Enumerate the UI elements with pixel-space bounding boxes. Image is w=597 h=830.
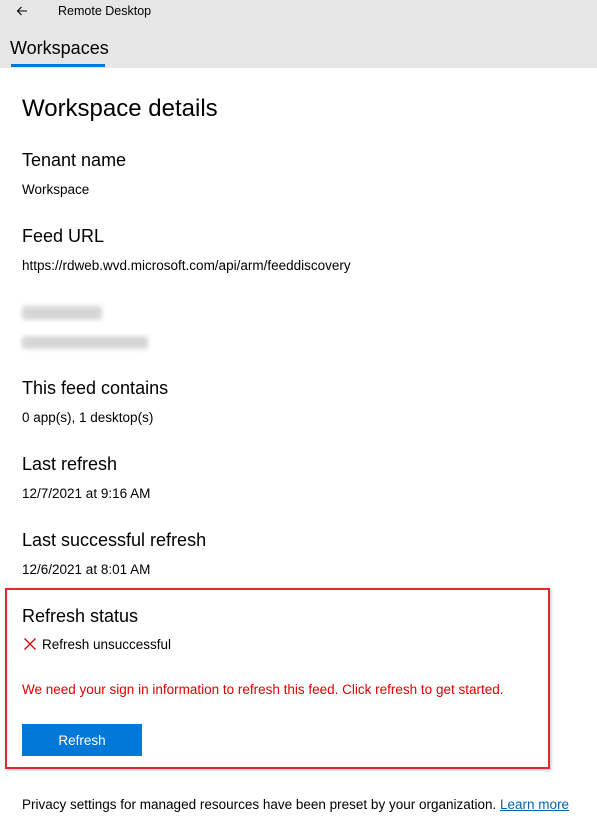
last-refresh-value: 12/7/2021 at 9:16 AM [22, 486, 151, 501]
refresh-status-row [22, 636, 171, 652]
last-refresh-label: Last refresh [22, 454, 118, 474]
tenant-name-value: Workspace [22, 182, 90, 197]
page-title: Workspace details [22, 95, 218, 122]
sign-in-warning: We need your sign in information to refresh this feed. Click refresh to get started. [22, 682, 504, 697]
refresh-button[interactable]: Refresh [22, 724, 142, 756]
last-successful-refresh-label: Last successful refresh [22, 530, 207, 550]
x-icon [22, 636, 38, 652]
title-bar [0, 0, 597, 68]
back-button[interactable] [10, 2, 34, 24]
privacy-footer [22, 797, 569, 812]
tab-active-indicator [11, 64, 105, 67]
app-title: Remote Desktop [58, 4, 152, 18]
tenant-name-label: Tenant name [22, 150, 127, 170]
feed-contents-value: 0 app(s), 1 desktop(s) [22, 410, 154, 425]
last-successful-refresh-value: 12/6/2021 at 8:01 AM [22, 562, 151, 577]
feed-url-value: https://rdweb.wvd.microsoft.com/api/arm/feeddiscovery [22, 258, 351, 273]
tab-workspaces[interactable]: Workspaces [10, 38, 109, 58]
refresh-status-label: Refresh status [22, 606, 139, 626]
username-value-redacted [22, 336, 148, 349]
refresh-status-text: Refresh unsuccessful [42, 636, 172, 652]
privacy-text: Privacy settings for managed resources have been preset by your organization. [22, 797, 497, 812]
feed-contents-label: This feed contains [22, 378, 169, 398]
username-label-redacted [22, 306, 102, 320]
learn-more-link[interactable]: Learn more [500, 797, 570, 812]
feed-url-label: Feed URL [22, 226, 105, 246]
back-arrow-icon [16, 4, 28, 22]
